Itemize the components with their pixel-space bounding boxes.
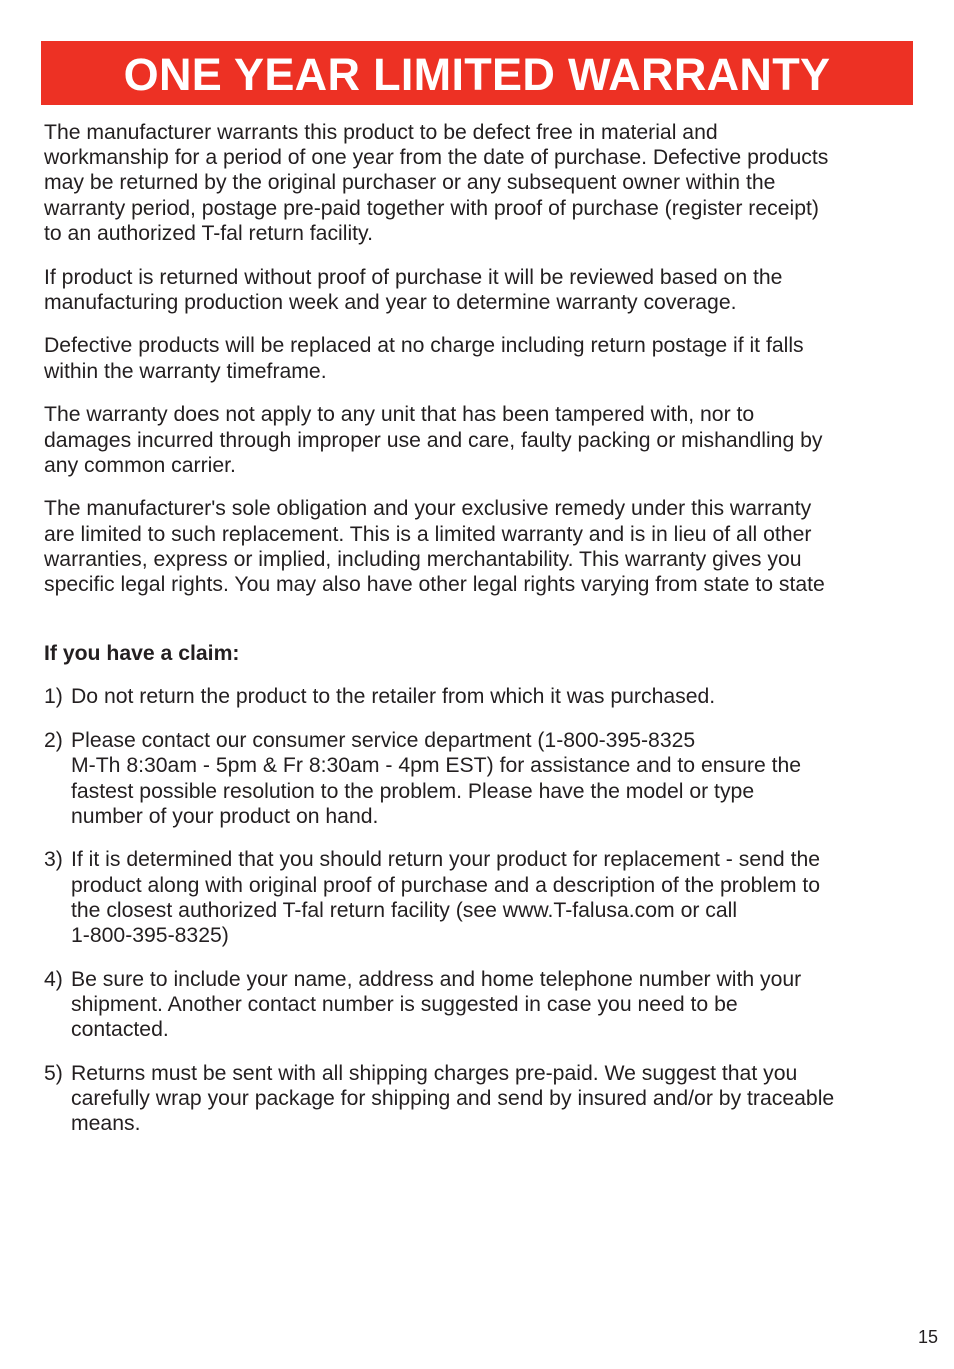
- paragraph-line: are limited to such replacement. This is a limited warranty and is in lieu of all other: [44, 522, 812, 546]
- paragraph-line: within the warranty timeframe.: [44, 359, 327, 383]
- step-line: Do not return the product to the retailer from which it was purchased.: [71, 685, 716, 709]
- paragraph-line: warranty period, postage pre-paid together with proof of purchase (register receipt): [44, 196, 819, 220]
- claim-step: [44, 1061, 914, 1137]
- step-number: 5): [44, 1061, 63, 1085]
- claim-step: [44, 967, 914, 1043]
- paragraph-line: may be returned by the original purchaser or any subsequent owner within the: [44, 171, 776, 195]
- claim-step: [44, 728, 914, 829]
- step-line: If it is determined that you should return your product for replacement - send the: [71, 848, 821, 872]
- page-title: ONE YEAR LIMITED WARRANTY: [123, 48, 831, 100]
- step-line: Returns must be sent with all shipping charges pre-paid. We suggest that you: [71, 1061, 798, 1085]
- paragraph-line: The warranty does not apply to any unit that has been tampered with, nor to: [44, 403, 755, 427]
- paragraph-line: Defective products will be replaced at no charge including return postage if it falls: [44, 334, 804, 358]
- warranty-content: [44, 120, 914, 1155]
- step-number: 1): [44, 685, 63, 709]
- step-line: M-Th 8:30am - 5pm & Fr 8:30am - 4pm EST) for assistance and to ensure the: [71, 754, 802, 778]
- step-line: the closest authorized T-fal return facility (see www.T-falusa.com or call: [71, 898, 738, 922]
- page-number: 15: [917, 1327, 938, 1347]
- proof-of-purchase-paragraph: [44, 265, 914, 315]
- paragraph-line: workmanship for a period of one year from the date of purchase. Defective products: [44, 146, 829, 170]
- step-number: 4): [44, 967, 63, 991]
- warranty-paragraph: [44, 120, 914, 246]
- step-line: shipment. Another contact number is suggested in case you need to be: [71, 992, 738, 1016]
- step-line: Please contact our consumer service department (1-800-395-8325: [71, 729, 696, 753]
- replacement-paragraph: [44, 333, 914, 383]
- paragraph-line: warranties, express or implied, including merchantability. This warranty gives you: [44, 547, 802, 571]
- paragraph-line: The manufacturer warrants this product to be defect free in material and: [44, 121, 718, 144]
- paragraph-line: to an authorized T-fal return facility.: [44, 221, 373, 245]
- paragraph-line: damages incurred through improper use and care, faulty packing or mishandling by: [44, 428, 823, 452]
- step-line: fastest possible resolution to the problem. Please have the model or type: [71, 779, 755, 803]
- step-line: number of your product on hand.: [71, 804, 379, 828]
- claim-heading: If you have a claim:: [44, 642, 240, 666]
- step-line: 1-800-395-8325): [71, 924, 229, 948]
- paragraph-line: specific legal rights. You may also have other legal rights varying from state to state: [44, 573, 825, 597]
- obligation-paragraph: [44, 496, 914, 597]
- paragraph-line: any common carrier.: [44, 453, 236, 477]
- step-line: means.: [71, 1112, 141, 1136]
- claim-step: [44, 684, 914, 709]
- claim-step: [44, 847, 914, 948]
- step-line: product along with original proof of purchase and a description of the problem to: [71, 873, 821, 897]
- exclusions-paragraph: [44, 402, 914, 478]
- step-number: 3): [44, 848, 63, 872]
- step-line: Be sure to include your name, address and home telephone number with your: [71, 967, 802, 991]
- step-line: contacted.: [71, 1018, 169, 1042]
- step-line: carefully wrap your package for shipping and send by insured and/or by traceable: [71, 1087, 835, 1111]
- paragraph-line: manufacturing production week and year to determine warranty coverage.: [44, 290, 737, 314]
- step-number: 2): [44, 729, 63, 753]
- paragraph-line: If product is returned without proof of purchase it will be reviewed based on the: [44, 265, 783, 289]
- paragraph-line: The manufacturer's sole obligation and your exclusive remedy under this warranty: [44, 497, 812, 521]
- title-banner: [41, 41, 913, 105]
